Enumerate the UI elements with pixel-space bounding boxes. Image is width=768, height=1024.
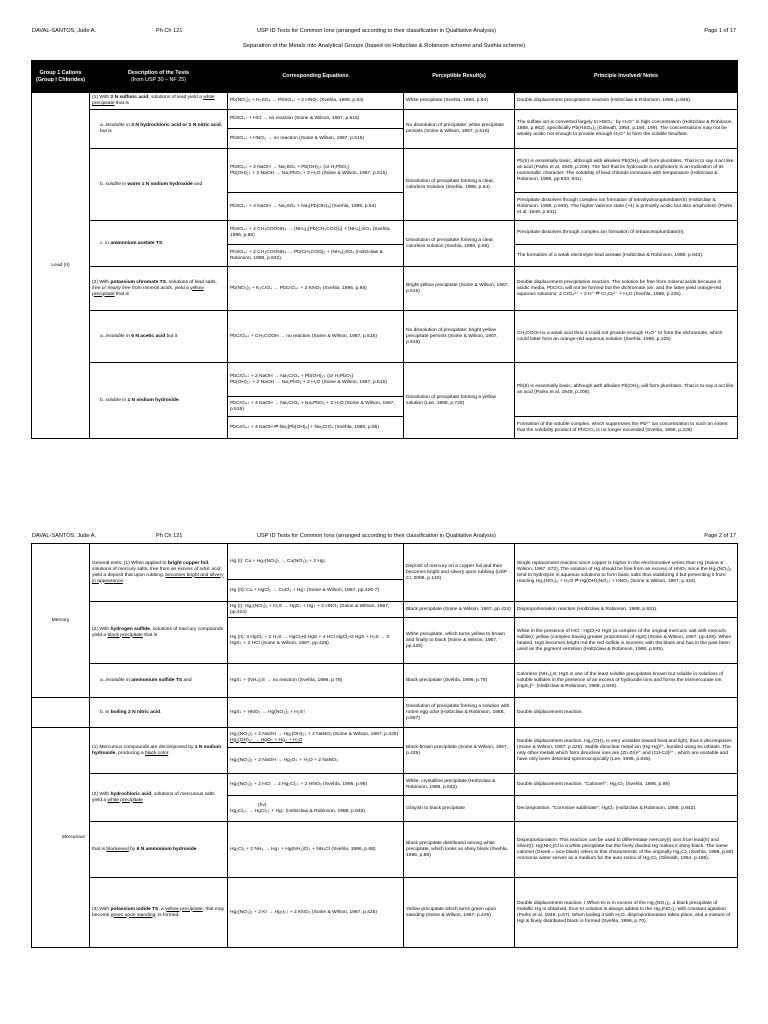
result: Yellow precipitate which turns green upon standing (Soine & Wilson, 1967, p.425) — [404, 878, 515, 948]
document-title: USP ID Tests for Common Ions (arranged according to their classification in Qualitative Analysis) — [257, 28, 496, 34]
test-description: (2) With potassium chromate TS, solutions of lead salts, free or nearly free from mineral acids, yield a yellow precipitate that is — [90, 267, 228, 311]
note: Precipitate dissolves through complex ion formation of tetraacetoplumbate(II). — [515, 221, 738, 245]
equation: PbSO₄↓ + HNO₃ → no reaction (Soine & Wilson, 1967, p.515) — [228, 129, 404, 149]
page-2 — [0, 512, 768, 1024]
table-row — [32, 698, 738, 728]
equation: Hg (I): Cu + Hg₂(NO₃)₂ → Cu(NO₃)₂ + 2 Hg↓ — [228, 544, 404, 580]
test-description: a. insoluble in 3 N hydrochloric acid or 2 N nitric acid, but is — [90, 110, 228, 149]
equation: PbCrO₄↓ + CH₃COOH → no reaction (Soine & Wilson, 1967, p.515) — [228, 311, 404, 363]
table-row — [32, 221, 738, 245]
col-description-sub: (from USP 30 – NF 25) — [130, 76, 187, 83]
cation-mercurous: Mercurous — [32, 728, 90, 948]
course: Ph Ch 121 — [156, 28, 183, 34]
result: Black-brown precipitate (Soine & Wilson, 1967, p.425) — [404, 728, 515, 774]
test-description: General tests: (1) When applied to bright copper foil, solutions of mercury salts, free from an excess of nitric acid, yield a deposit that upon rubbing, becomes bright and silvery in appearance. — [90, 544, 228, 602]
note: Pb(II) is essentially basic, although with alkalies Pb(OH)₂ will form plumbites. That is to say it act like an acid (Parks et al, 1949, p.209). The fact that its hydroxide is amphoteric is an indication of its nonmetallic character. The solubility of lead chloride increases with temperature (Holtzclaw & Robinson, 1988, pp.833, 941). — [515, 149, 738, 193]
equation: Hg₂Cl₂ + 2 NH₃ → Hg↓ + Hg(NH₂)Cl↓ + NH₄Cl (Svehla, 1996, p.68) — [228, 822, 404, 878]
cation-mercury-cont — [32, 698, 90, 728]
col-notes: Principle Involved/ Notes — [515, 61, 738, 93]
author: DAVAL-SANTOS, Jude A. — [32, 28, 97, 34]
equation: Hg (II): Cu + HgCl₂ → CuCl₂ + Hg↓ (Soine & Wilson, 1967, pp.426-7) — [228, 580, 404, 602]
result: Dissolution of precipitate forming a clear, colorless solution (Svehla, 1996, p.65) — [404, 221, 515, 267]
equation: Pb(NO₃)₂ + K₂CrO₄ → PbCrO₄↓ + 2 KNO₃ (Svehla, 1996, p.65) — [228, 267, 404, 311]
note: The sulfate ion is converted largely to HSO₄⁻ by H₃O⁺ in high concentration (Holtzclaw & Robinson, 1988, p.962), specifically Pb(HSO₄)₂ (Gilreath, 1954, p.194, 199). The concentrations may not be weakly acidic not enough to provide enough H₃O⁺ to form the soluble bisulfate. — [515, 110, 738, 149]
table-row — [32, 363, 738, 397]
page-title: Separation of the Metals into Analytical Groups (based on Holtzclaw & Robinson scheme and Svehla scheme) — [242, 43, 526, 49]
equation: PbCrO₄↓ + 2 NaOH → Na₂CrO₄ + Pb(OH)₂↓ (or H₂PbO₂) Pb(OH)₂↓ + 2 NaOH → Na₂PbO₂ + 2 H₂O (Soine & Wilson, 1967, p.515) — [228, 363, 404, 397]
test-description: b. in boiling 2 N nitric acid. — [90, 698, 228, 728]
col-description — [90, 61, 228, 93]
test-description: (2) With hydrogen sulfide, solutions of mercury compounds yield a black precipitate that is — [90, 602, 228, 664]
test-description: b. soluble in warm 1 N sodium hydroxide and — [90, 149, 228, 221]
note: CH₃COOH is a weak acid thus it could not provide enough H₃O⁺ to form the dichromate, which could latter form an orange-red aqueous solution (Svehla, 1996, p.225). — [515, 311, 738, 363]
note: Formation of the soluble complex, which suppresses the Pb²⁺ ion concentration to such an extent that the solubility product of PbCrO₄ is no longer exceeded (Svehla, 1996, p.226) — [515, 417, 738, 439]
test-description: a. insoluble in ammonium sulfide TS and — [90, 664, 228, 698]
result: White precipitate (Svehla, 1996, p.64) — [404, 93, 515, 110]
page-number: Page 2 of 17 — [704, 533, 736, 539]
author: DAVAL-SANTOS, Jude A. — [32, 533, 97, 539]
col-results: Perceptible Result(s) — [404, 61, 515, 93]
table-header-row — [32, 61, 738, 93]
equation: Pb(NO₃)₂ + H₂SO₄ → PbSO₄↓ + 2 HNO₃ (Svehla, 1996, p.64) — [228, 93, 404, 110]
table-row — [32, 110, 738, 129]
table-row — [32, 93, 738, 110]
table-row — [32, 544, 738, 580]
note: The formation of a weak electrolyte lead acetate (Holtzclaw & Robinson, 1988, p.943). — [515, 245, 738, 267]
equation: Hg₂(NO₃)₂ + 2 KI → Hg₂I₂↓ + 2 KNO₃ (Soine & Wilson, 1967, p.425) — [228, 878, 404, 948]
mercury-table — [31, 543, 738, 948]
table-row — [32, 822, 738, 878]
result: Black precipitate distributed among white precipitate, which looks as shiny black (Svehla, 1996, p.68) — [404, 822, 515, 878]
result: Dissolution of precipitate forming a solution with rotten egg odor (Holtzclaw & Robinson, 1988, p.667) — [404, 698, 515, 728]
note: Double displacement precipitation reaction. The solution be free from mineral acids because in acidic media, PbCrO₄ will not be formed but the dichromate ion, and the latter yield orange-red aqueous solutions: 2 CrO₄²⁻ + 2 H⁺ ⇌ Cr₂O₇²⁻ + H₂O (Svehla, 1996, p.225). — [515, 267, 738, 311]
test-description: b. soluble in 1 N sodium hydroxide. — [90, 363, 228, 439]
equation: Hg₂(NO₃)₂ + 2 HCl → 2 Hg₂Cl₂↓ + 2 HNO₃ (Svehla, 1996, p.98) — [228, 774, 404, 796]
col-equations: Corresponding Equations — [228, 61, 404, 93]
equation: PbCrO₄↓ + 4 NaOH → Na₂CrO₄ + Na₂PbO₂ + 2 H₂O (Soine & Wilson, 1967, p.515) — [228, 397, 404, 417]
test-description: (3) With potassium iodide TS, a yellow precipitate, that may become green upon standing, is formed. — [90, 878, 228, 948]
note: Disproportionation reaction (Holtzclaw & Robinson, 1988, p.931). — [515, 602, 738, 618]
equation: PbCrO₄↓ + 4 NaOH ⇌ Na₂[Pb(OH)₄] + Na₂CrO₄ (Svehla, 1996, p.65) — [228, 417, 404, 439]
course: Ph Ch 121 — [156, 533, 183, 539]
equation: HgS↓ + HNO₃ → Hg(NO₃)₂ + H₂S↑ — [228, 698, 404, 728]
equation: PbSO₄↓ + 2 NaOH → Na₂SO₄ + Pb(OH)₂↓ (or H₂PbO₂) Pb(OH)₂↓ + 2 NaOH → Na₂PbO₂ + 2 H₂O (Soine & Wilson, 1967, p.515) — [228, 149, 404, 193]
note: Double displacement reaction. I When KI is in excess of the Hg₂(NO₃)₂, a black precipitate of metallic Hg is obtained, thus KI solution is always added to the Hg₂(NO₃)₂ with constant agitation (Parks et al, 1949, p.57). When boiling it with H₂O, disproportionation takes place, and a mixture of HgI & finely distributed black is formed (Svehla, 1996, p.70). — [515, 878, 738, 948]
result: Bright yellow precipitate (Soine & Wilson, 1967, p.515) — [404, 267, 515, 311]
equation: PbSO₄↓ + 2 CH₃COONH₄ → Pb(CH₃COO)₂ + (NH₄)₂SO₄ (Holtzclaw & Robinson, 1988, p.932). — [228, 245, 404, 267]
col-group: Group 1 Cations (Group I Chlorides) — [32, 61, 90, 93]
note: Double displacement reaction. Hg₂(OH)₂ is very unstable toward heat and light, thus it decomposes (Soine & Wilson, 1967, p.425). Stable dinuclear metal ion (Hg-Hg)²⁺, bonded using 6s orbitals. The only other metals which form dinuclear ions are (Zn-Zn)²⁺ and (Cd-Cd)²⁺ , which are unstable and have only been detected spectroscopically (Lee, 1996, p.846). — [515, 728, 738, 774]
table-row — [32, 602, 738, 618]
equation: PbSO₄↓ + 4 NaOH → Na₂SO₄ + Na₂[Pb(OH)₄] (Svehla, 1996, p.64) — [228, 193, 404, 221]
equation: PbSO₄↓ + HCl → no reaction (Soine & Wilson, 1967, p.515) — [228, 110, 404, 129]
result: No dissolution of precipitate; bright yellow precipitate persists (Soine & Wilson, 1967, p.515) — [404, 311, 515, 363]
table-row — [32, 878, 738, 948]
test-description: a. insoluble in 6 N acetic acid but it — [90, 311, 228, 363]
result: Dissolution of precipitate forming a yellow solution (Lee, 1996, p.728) — [404, 363, 515, 439]
test-description: that is blackened by 6 N ammonium hydroxide. — [90, 822, 228, 878]
table-row — [32, 267, 738, 311]
note: Decomposition. "Corrosive sublimate": HgCl₂ (Holtzclaw & Robinson, 1988, p.842). — [515, 796, 738, 822]
lead-table — [31, 60, 738, 439]
result: Grayish to black precipitate — [404, 796, 515, 822]
equation: Hg₂(NO₃)₂ + 2 NaOH → Hg₂O↓ + H₂O + 2 NaNO₃ — [228, 748, 404, 774]
note: Pb(II) is essentially basic, although with alkalies Pb(OH)₂ will form plumbites. That is to say it act like an acid (Parks et al, 1949, p.209). — [515, 363, 738, 417]
page-number: Page 1 of 17 — [704, 28, 736, 34]
result: White, crystalline precipitate (Holtzclaw & Robinson, 1988, p.842) — [404, 774, 515, 796]
note: Precipitate dissolves though complex ion formation of tetrahydroxoplumbate(II) (Holtzclaw & Robinson, 1988, p.943). The higher valence state (+4) is primarily acidic but also amphoteric (Parks et al, 1949, p.941). — [515, 193, 738, 221]
note: White in the presence of HCl : HgCl₂•2 HgS (a complex of the original mercuric salt with mercuric sulfide); yellow (complex having greater proportions of HgS) (Soine & Wilson, 1967, pp.426). When heated, HgS becomes bright red the red sulfide is isomeric with the black and has in the past been used as the pigment vermilion (Holtzclaw & Robinson, 1988, p.845). — [515, 618, 738, 664]
table-row — [32, 149, 738, 193]
col-description-label: Description of the Tests — [127, 70, 189, 77]
cation-lead: Lead (II) — [32, 93, 90, 439]
equation: HgS↓ + (NH₄)₂S → no reaction (Svehla, 1996, p.78) — [228, 664, 404, 698]
equation: Hg (II): 3 HgCl₂ + 2 H₂S → HgCl₂•2 HgS + 4 HCl HgCl₂•2 HgS + H₂S → 3 HgS↓ + 2 HCl (Soine & Wilson, 1967, pp.426) — [228, 618, 404, 664]
equation: Hg₂(NO₃)₂ + 2 NaOH → Hg₂(OH)₂↓ + 2 NaNO₃ (Soine & Wilson, 1967, p.425) Hg₂(OH)₂↓ → HgO↓ + Hg↓ + H₂O — [228, 728, 404, 748]
result: Black precipitate (Soine & Wilson, 1967, pp.424) — [404, 602, 515, 618]
document-title: USP ID Tests for Common Ions (arranged according to their classification in Qualitative Analysis) — [257, 533, 496, 539]
page-header — [32, 533, 736, 541]
equation: (hν) Hg₂Cl₂↓ → HgCl₂↓ + Hg↓ (Holtzclaw & Robinson, 1988, p.842) — [228, 796, 404, 822]
note: Double displacement reaction. "Calomel" : Hg₂Cl₂ (Svehla, 1996, p.98) — [515, 774, 738, 796]
result: Dissolution of precipitate forming a clear, colorless Solution (Svehla, 1996, p.64) — [404, 149, 515, 221]
test-description: (1) With 2 N sulfuric acid, solutions of lead yield a white precipitate that is — [90, 93, 228, 110]
table-row — [32, 311, 738, 363]
equation: PbSO₄↓ + 4 CH₃COONH₄ → (NH₄)₂[Pb(CH₃COO)₄] + (NH₄)₂SO₄ (Svehla, 1996, p.65) — [228, 221, 404, 245]
result: Deposit of mercury on a copper foil and then becomes bright and silvery upon rubbing (USP CI, 2006, p.140) — [404, 544, 515, 602]
test-description: (1) Mercurous compounds are decomposed by 1 N sodium hydroxide, producing a black color. — [90, 728, 228, 774]
table-row — [32, 774, 738, 796]
equation: Hg (I): Hg₂(NO₃)₂ + H₂S → HgS↓ + Hg↓ + 2 HNO₃ (Soine & Wilson, 1967, pp.424) — [228, 602, 404, 618]
cation-mercury: Mercury — [32, 544, 90, 698]
note: Colorless (NH₄)₂S; HgS is one of the least soluble precipitates known but soluble in solutions of soluble sulfides in the presence of an excess of hydroxide ions and forms the trismercurate ion [HgS₂]²⁻ (Holtzclaw & Robinson, 1988, p.845). — [515, 664, 738, 698]
result: White precipitate, which turns yellow to brown and finally to black (Soine & Wilson, 1967, pp.426) — [404, 618, 515, 664]
test-description: (2) With hydrochloric acid, solutions of mercurous salts yield a white precipitate — [90, 774, 228, 822]
note: Double displacement precipitation reaction (Holtzclaw & Robinson, 1988, p.945). — [515, 93, 738, 110]
note: Double displacement reaction. — [515, 698, 738, 728]
table-row — [32, 728, 738, 748]
result: Black precipitate (Svehla, 1996, p.78) — [404, 664, 515, 698]
test-description: c. in ammonium acetate TS. — [90, 221, 228, 267]
result: No dissolution of precipitate; white precipitate persists (Soine & Wilson, 1967, p.515) — [404, 110, 515, 149]
note: Single replacement reaction since copper is higher in the electromotive series than Hg (Soine & Wilson, 1967, 672). The solution of Hg should be free from an excess of HNO₃ since the Hg₂(NO₃)₂ tend to hydrolyze in aqueous solutions to form basic salts thus stabilizing it but preventing it from reacting Hg₂(NO₃)₂ + H₂O ⇌ Hg(OH)₂NO₃↓ + HNO₃ (Soine & Wilson, 1967, p.424). — [515, 544, 738, 602]
page-header — [32, 28, 736, 36]
table-row — [32, 664, 738, 698]
note: Disproportionation. This reaction can be used to differentiate mercury(I) ions from lead(II) and silver(I). Hg(NH₂)Cl is a white precipitate but the finely divided Hg makes it shiny black. The name calomel (Greek = nice black) refers to this characteristic of the originally Hg₂Cl₂ (Svehla, 1996, p.68). Ammonia water serves as a medium for the auto-redox of Hg₂Cl₂ (Gilreath, 1954, p.186). — [515, 822, 738, 878]
